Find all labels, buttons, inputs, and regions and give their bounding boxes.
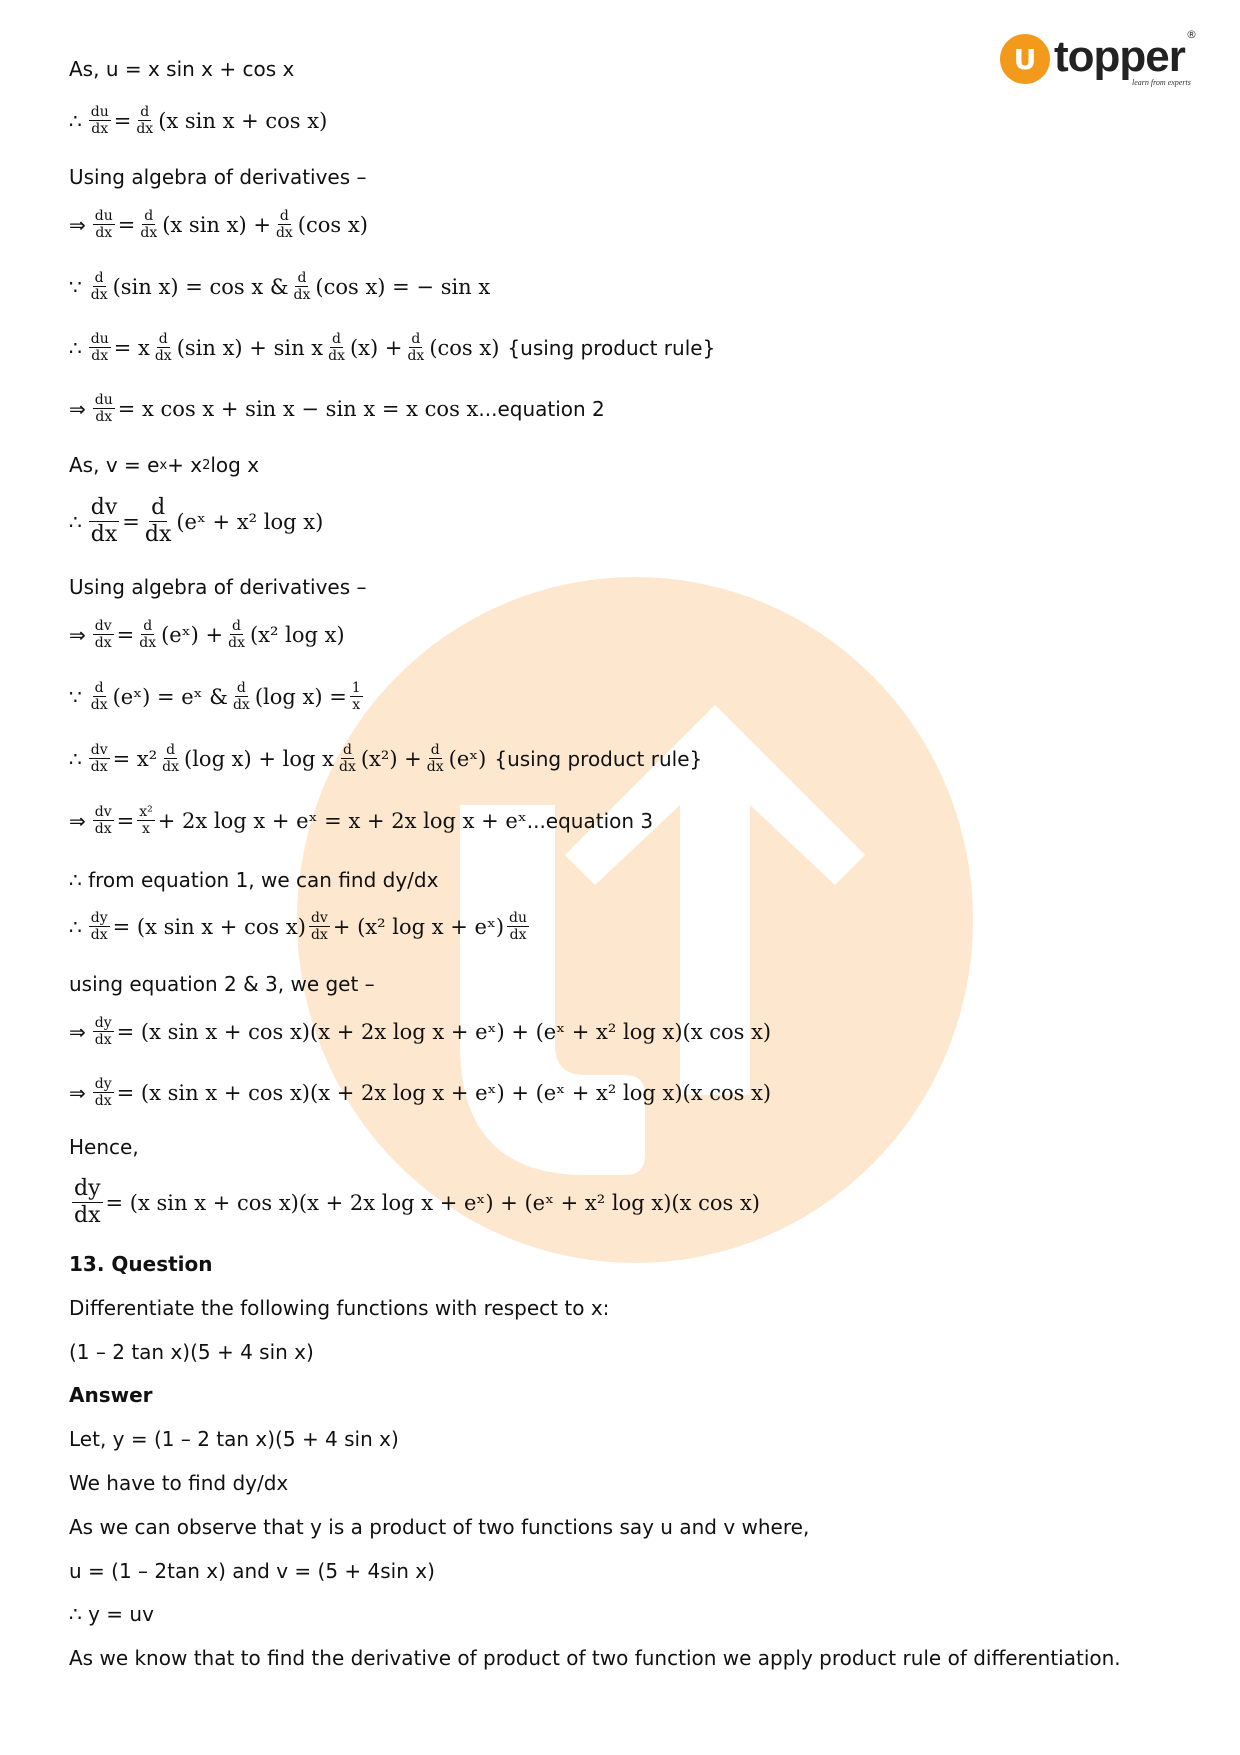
line-dv-dx-setup [69, 495, 323, 548]
line-algebra-heading-2: Using algebra of derivatives – [69, 575, 367, 599]
line-hence: Hence, [69, 1135, 139, 1159]
because-symbol: ∵ [69, 684, 82, 709]
math-expression: + (x² log x + eˣ) [332, 914, 505, 939]
therefore-symbol: ∴ [69, 914, 82, 939]
fraction-dv-dx: $\frac{dv}{dx}$ [94, 618, 112, 651]
equals: = [113, 108, 132, 133]
fraction-dv-dx: $\frac{dv}{dx}$ [90, 495, 118, 547]
fraction-du-dx: $\frac{du}{dx}$ [90, 331, 109, 364]
math-expression: (cos x) = − sin x [315, 274, 491, 299]
line-dv-product-rule [69, 742, 702, 775]
answer-observe: As we can observe that y is a product of two functions say u and v where, [69, 1515, 810, 1539]
fraction-d-dx: $\frac{d}{dx}$ [144, 495, 172, 547]
question-heading: 13. Question [69, 1252, 213, 1276]
therefore-symbol: ∴ [69, 335, 82, 360]
logo-u-icon: U [1000, 34, 1050, 84]
math-expression: (x² log x) [249, 622, 345, 647]
fraction-d-dx: $\frac{d}{dx}$ [162, 742, 180, 775]
line-dy-dx-substituted-1 [69, 1015, 771, 1048]
answer-heading: Answer [69, 1383, 153, 1407]
question-expression: (1 – 2 tan x)(5 + 4 sin x) [69, 1340, 314, 1364]
answer-product-rule: As we know that to find the derivative of product of two function we apply product rule of differentiation. [69, 1646, 1121, 1670]
note-product-rule: {using product rule} [494, 746, 703, 771]
fraction-d-dx: $\frac{d}{dx}$ [328, 331, 345, 364]
equals: = [116, 808, 135, 833]
math-expression: (eˣ) + [161, 622, 224, 647]
fraction-du-dx: $\frac{du}{dx}$ [94, 392, 113, 425]
logo-tagline: learn from experts [1132, 78, 1191, 87]
fraction-d-dx: $\frac{d}{dx}$ [90, 680, 108, 713]
fraction-du-dx: $\frac{du}{dx}$ [509, 910, 528, 943]
implies-symbol: ⇒ [69, 622, 86, 647]
because-symbol: ∵ [69, 274, 82, 299]
line-du-split [69, 208, 368, 241]
line-since-sin-cos [69, 270, 490, 303]
answer-let: Let, y = (1 – 2 tan x)(5 + 4 sin x) [69, 1427, 399, 1451]
brand-logo [1000, 28, 1200, 98]
line-dy-dx-formula [69, 910, 532, 943]
math-expression: = x² [112, 746, 158, 771]
math-expression: (x sin x + cos x) [158, 108, 328, 133]
therefore-symbol: ∴ [69, 746, 82, 771]
math-expression: (cos x) [429, 335, 500, 360]
implies-symbol: ⇒ [69, 1080, 86, 1105]
fraction-d-dx: $\frac{d}{dx}$ [228, 618, 245, 651]
line-v-definition: As, v = e x + x 2 log x [69, 453, 260, 477]
math-expression: + 2x log x + eˣ = x + 2x log x + eˣ [157, 808, 527, 833]
math-expression: = (x sin x + cos x) [112, 914, 306, 939]
fraction-dv-dx: $\frac{dv}{dx}$ [310, 910, 328, 943]
fraction-x2-over-x: $\frac{\text{x²}}{x}$ [139, 804, 153, 837]
math-expression: (sin x) = cos x & [112, 274, 289, 299]
math-expression: (x sin x) + [162, 212, 271, 237]
math-expression: = x cos x + sin x − sin x = x cos x [117, 396, 479, 421]
fraction-du-dx: $\frac{du}{dx}$ [94, 208, 113, 241]
implies-symbol: ⇒ [69, 396, 86, 421]
line-from-equation-1: ∴ from equation 1, we can find dy/dx [69, 868, 439, 892]
fraction-dy-dx: $\frac{dy}{dx}$ [94, 1076, 112, 1109]
line-final-answer [69, 1176, 760, 1229]
logo-registered-mark: ® [1186, 28, 1197, 41]
fraction-du-dx: $\frac{du}{dx}$ [90, 104, 109, 137]
therefore-symbol: ∴ [69, 108, 82, 133]
equals: = [117, 212, 136, 237]
fraction-d-dx: $\frac{d}{dx}$ [139, 618, 157, 651]
fraction-d-dx: $\frac{d}{dx}$ [426, 742, 444, 775]
fraction-d-dx: $\frac{d}{dx}$ [339, 742, 356, 775]
math-expression: = (x sin x + cos x)(x + 2x log x + eˣ) + (eˣ + x² log x)(x cos x) [116, 1080, 772, 1105]
answer-y-uv: ∴ y = uv [69, 1602, 154, 1626]
fraction-dy-dx: $\frac{dy}{dx}$ [74, 1176, 101, 1228]
implies-symbol: ⇒ [69, 808, 86, 833]
fraction-d-dx: $\frac{d}{dx}$ [407, 331, 425, 364]
fraction-dv-dx: $\frac{dv}{dx}$ [94, 804, 112, 837]
note-product-rule: {using product rule} [507, 335, 716, 360]
line-u-definition: As, u = x sin x + cos x [69, 57, 295, 81]
math-expression: (log x) = [254, 684, 347, 709]
math-expression: (eˣ) = eˣ & [112, 684, 228, 709]
logo-text: topper [1054, 32, 1185, 81]
math-expression: (eˣ + x² log x) [176, 509, 324, 534]
math-expression: = (x sin x + cos x)(x + 2x log x + eˣ) + (eˣ + x² log x)(x cos x) [116, 1019, 772, 1044]
fraction-dy-dx: $\frac{dy}{dx}$ [94, 1015, 112, 1048]
therefore-symbol: ∴ [69, 509, 82, 534]
answer-u-v: u = (1 – 2tan x) and v = (5 + 4sin x) [69, 1559, 435, 1583]
answer-find: We have to find dy/dx [69, 1471, 289, 1495]
math-expression: (cos x) [297, 212, 368, 237]
line-du-product-rule [69, 331, 715, 364]
fraction-dv-dx: $\frac{dv}{dx}$ [90, 742, 108, 775]
question-text: Differentiate the following functions with respect to x: [69, 1296, 610, 1320]
line-equation-2 [69, 392, 605, 425]
fraction-d-dx: $\frac{d}{dx}$ [140, 208, 158, 241]
math-expression: (x²) + [360, 746, 422, 771]
fraction-d-dx: $\frac{d}{dx}$ [154, 331, 172, 364]
line-dy-dx-substituted-2 [69, 1076, 771, 1109]
fraction-d-dx: $\frac{d}{dx}$ [136, 104, 154, 137]
implies-symbol: ⇒ [69, 1019, 86, 1044]
math-expression: (x) + [349, 335, 403, 360]
math-expression: (log x) + log x [184, 746, 334, 771]
line-du-dx-setup [69, 104, 327, 137]
equals: = [116, 622, 135, 647]
note-equation-2: ...equation 2 [478, 396, 605, 421]
line-dv-split [69, 618, 345, 651]
line-algebra-heading-1: Using algebra of derivatives – [69, 165, 367, 189]
note-equation-3: ...equation 3 [526, 808, 654, 833]
line-using-equations: using equation 2 & 3, we get – [69, 972, 375, 996]
fraction-d-dx: $\frac{d}{dx}$ [90, 270, 108, 303]
implies-symbol: ⇒ [69, 212, 86, 237]
fraction-one-over-x: $\frac{1}{x}$ [351, 680, 361, 713]
line-since-exp-log [69, 680, 366, 713]
fraction-d-dx: $\frac{d}{dx}$ [232, 680, 250, 713]
line-equation-3 [69, 804, 653, 837]
equals: = [122, 509, 140, 534]
math-expression: (eˣ) [448, 746, 487, 771]
fraction-d-dx: $\frac{d}{dx}$ [293, 270, 311, 303]
math-expression: = x [113, 335, 150, 360]
fraction-dy-dx: $\frac{dy}{dx}$ [90, 910, 108, 943]
math-expression: (sin x) + sin x [176, 335, 324, 360]
fraction-d-dx: $\frac{d}{dx}$ [275, 208, 293, 241]
math-expression: = (x sin x + cos x)(x + 2x log x + eˣ) + (eˣ + x² log x)(x cos x) [105, 1190, 760, 1215]
